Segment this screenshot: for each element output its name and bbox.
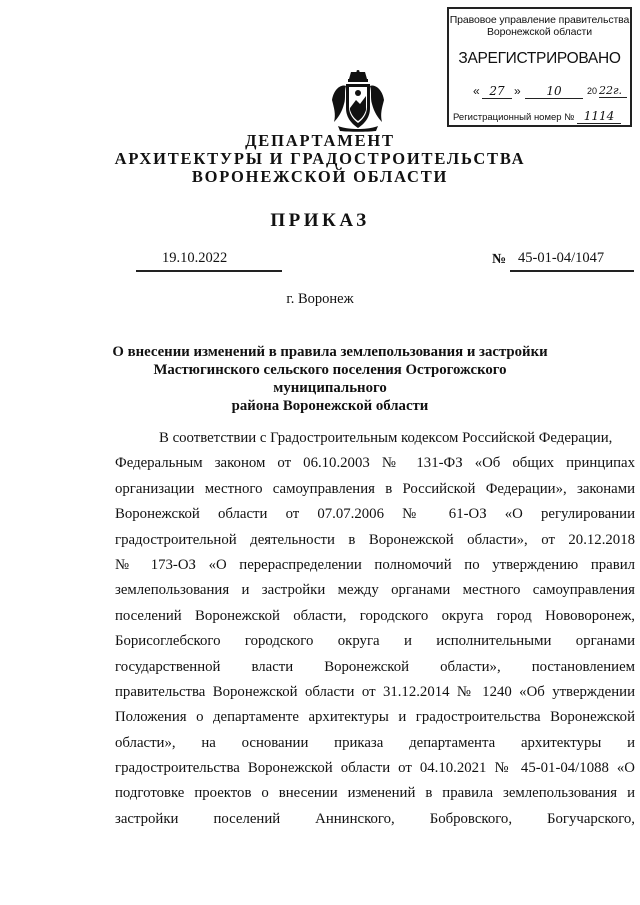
stamp-organization (449, 14, 630, 38)
order-body (115, 426, 635, 832)
stamp-quote-open: « (473, 84, 480, 98)
body-line: поселений Воронежской области, городского округа город Нововоронеж, (115, 607, 635, 624)
body-line: правительства Воронежской области от 31.12.2014 № 1240 «Об утверждении (115, 683, 635, 700)
stamp-regnum (453, 109, 626, 124)
body-line: градостроительства Воронежской области от 04.10.2021 № 45-01-04/1088 «О (115, 760, 635, 777)
subject-line2: Мастюгинского сельского поселения Острогожского муниципального (153, 362, 507, 396)
stamp-org-line1: Правовое управление правительства (449, 14, 630, 26)
body-line: № 173-ОЗ «О перераспределении полномочий по утверждению правил (115, 556, 635, 573)
department-line2: АРХИТЕКТУРЫ И ГРАДОСТРОИТЕЛЬСТВА (114, 149, 526, 168)
body-line: подготовке проектов о внесении изменений в правила землепользования и (115, 785, 635, 802)
order-subject (100, 343, 560, 415)
body-line: В соответствии с Градостроительным кодексом Российской Федерации, (159, 430, 613, 446)
order-date-underline (136, 270, 282, 272)
body-line: области», на основании приказа департамента архитектуры и (115, 734, 635, 751)
body-line: Федеральным законом от 06.10.2003 № 131-ФЗ «Об общих принципах (115, 455, 635, 472)
stamp-registered-label: ЗАРЕГИСТРИРОВАНО (458, 50, 621, 67)
stamp-date (449, 84, 630, 102)
body-line: застройки поселений Аннинского, Бобровского, Богучарского, (115, 810, 635, 827)
body-line: градостроительной деятельности в Воронежской области», от 20.12.2018 (115, 531, 635, 548)
stamp-quote-close: » (514, 84, 521, 98)
order-number-sign: № (492, 252, 507, 267)
subject-line3: района Воронежской области (231, 398, 429, 414)
department-line3: ВОРОНЕЖСКОЙ ОБЛАСТИ (191, 167, 449, 186)
stamp-day: 27 (482, 84, 512, 99)
order-number: 45-01-04/1047 (518, 250, 605, 266)
body-line: организации местного самоуправления в Российской Федерации», законами (115, 480, 635, 497)
body-line: Борисоглебского городского округа и исполнительными органами (115, 633, 635, 650)
stamp-regnum-value: 1114 (577, 109, 621, 124)
registration-stamp (447, 7, 632, 127)
stamp-year-prefix: 20 (587, 86, 598, 96)
body-line: землепользования и застройки между органами местного самоуправления (115, 582, 635, 599)
department-line1: ДЕПАРТАМЕНТ (245, 131, 395, 150)
stamp-org-line2: Воронежской области (486, 26, 593, 38)
coat-of-arms-emblem (330, 70, 386, 132)
stamp-year-suffix: 22г. (599, 84, 627, 98)
department-name (0, 132, 640, 186)
document-type-title: ПРИКАЗ (270, 210, 370, 231)
body-line: Воронежской области от 07.07.2006 № 61-ОЗ «О регулировании (115, 506, 635, 523)
order-city: г. Воронеж (286, 291, 354, 307)
order-number-underline (510, 270, 634, 272)
order-date: 19.10.2022 (162, 250, 228, 266)
stamp-month: 10 (525, 84, 583, 99)
subject-line1: О внесении изменений в правила землепользования и застройки (112, 344, 548, 360)
body-line: государственной власти Воронежской области», постановлением (115, 658, 635, 675)
stamp-regnum-label: Регистрационный номер № (453, 112, 575, 123)
body-line: Положения о департаменте архитектуры и градостроительства Воронежской (115, 709, 635, 726)
